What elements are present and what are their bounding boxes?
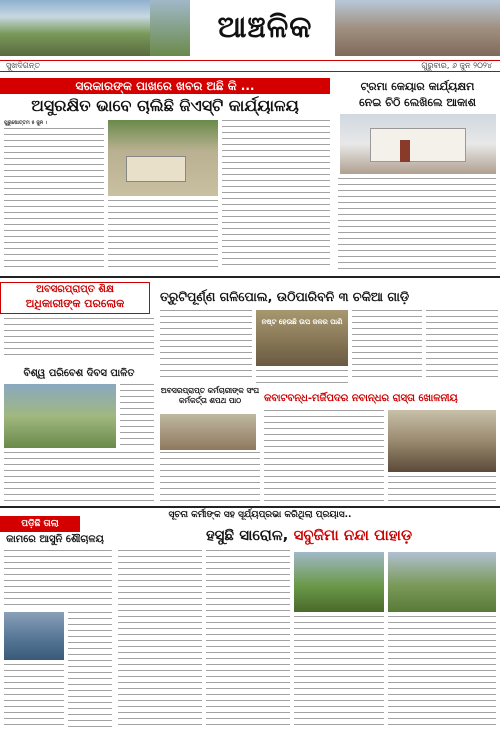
env-day-headline: ବିଶ୍ୱ ପରିବେଶ ଦିବସ ପାଳିତ [23, 368, 135, 379]
obituary-title: ଅବସରପ୍ରାପ୍ତ ଶିକ୍ଷ [36, 284, 114, 295]
text-block [4, 318, 154, 360]
section3-kicker: ସୂଚନା କର୍ମୀଙ୍କ ସହ ସୂର୍ଯ୍ୟପ୍ରଭା କରିଥିଲା ପ୍ରୟାସ.. [168, 510, 352, 520]
text-block [4, 452, 154, 502]
text-block [426, 310, 498, 380]
saral-headline-1: ହସୁଛି ସାରୋଳ, [205, 526, 289, 544]
gallipol-col4 [426, 310, 498, 380]
text-block [68, 612, 112, 728]
top-story-col2 [108, 200, 218, 270]
text-block [206, 550, 290, 728]
obituary-box [0, 282, 150, 314]
gallipol-col2 [256, 370, 348, 384]
plantation-photo [388, 552, 496, 612]
right-headline-1: ଟ୍ରମା କେୟାର କାର୍ଯ୍ୟକ୍ଷମ [360, 80, 475, 93]
masthead [0, 0, 500, 60]
right-story-text [338, 178, 496, 270]
road-text-2 [388, 476, 496, 502]
text-block [160, 452, 260, 502]
env-day-text [4, 452, 154, 502]
building-shape [370, 128, 466, 162]
issue-date: ଗୁରୁବାର, ୬ ଜୁନ ୨୦୨୪ [421, 61, 492, 70]
text-block [264, 410, 384, 502]
page-title: ଆଞ୍ଚଳିକ [217, 10, 313, 45]
door-shape [400, 140, 410, 162]
top-story-col3 [222, 120, 330, 270]
masthead-photo-right [335, 0, 500, 56]
road-photo [388, 410, 496, 472]
retire-title: ଅବସରପ୍ରାପ୍ତ କର୍ମଚାରୀଙ୍କ ସଂଘ [160, 386, 260, 395]
text-block [108, 200, 218, 270]
gallipol-headline: ତ୍ରୁଟିପୂର୍ଣ୍ଣ ଗଳିପୋଲ, ଉଠିପାରିବନି ୩ ଚକିଆ ଗାଡ଼ି [160, 289, 410, 304]
text-block [4, 128, 104, 268]
text-block [160, 310, 252, 380]
retire-photo [160, 414, 256, 450]
text-block [338, 178, 496, 270]
road-headline: କବାଟବନ୍ଧ-ମର୍ଜିପଦର ନବାନ୍ଧର ରାସ୍ତା ଖୋଳନୀୟ [264, 393, 458, 404]
top-headline: ଅସୁରକ୍ଷିତ ଭାବେ ଚାଲିଛି ଜିଏସ୍‌ଟି କାର୍ଯ୍ୟାଳୟ [31, 96, 299, 115]
retire-box [160, 386, 260, 412]
section-divider [0, 506, 500, 508]
obituary-text [4, 318, 154, 360]
right-headline-2: ନେଇ ଚିଠି ଲେଖିଲେ ଆକାଶ [359, 96, 476, 109]
toilet-text-2 [68, 612, 112, 728]
saral-headline-row [118, 524, 500, 546]
retire-text [160, 452, 260, 502]
text-block [294, 616, 384, 728]
toilet-headline: କାମରେ ଆସୁନି ଶୌଚାଳୟ [6, 534, 104, 545]
gallipol-col3 [352, 310, 422, 380]
top-story-col1 [4, 120, 104, 270]
text-block [4, 550, 112, 610]
top-kicker: ସରକାରଙ୍କ ପାଖରେ ଖବର ଅଛି କି ... [0, 78, 330, 94]
text-block [118, 550, 202, 728]
office-photo [108, 120, 218, 196]
text-block [222, 120, 330, 270]
saral-col3 [294, 616, 384, 728]
text-block [120, 384, 154, 448]
env-day-photo [4, 384, 116, 448]
masthead-photo-bird [150, 0, 190, 56]
building-shape [126, 156, 186, 182]
saral-col2 [206, 550, 290, 728]
photo-caption: ନଷ୍ଟ ହେଉଛି ଉପ ଜଳର ପାଣି [261, 318, 343, 326]
text-block [256, 370, 348, 384]
section-divider [0, 276, 500, 278]
toilet-tag: ପଡ଼ିଛି ତାଲା [0, 516, 80, 532]
saral-col4 [388, 616, 496, 728]
trauma-care-photo [340, 114, 496, 174]
saral-headline-2: ସବୁଜିମା ନନ୍ଦା ପାହାଡ଼ [293, 526, 413, 544]
text-block [352, 310, 422, 380]
paper-name: ସୁଖଦିଗନ୍ତ [6, 61, 41, 70]
text-block [4, 664, 64, 728]
masthead-photo-left [0, 0, 150, 56]
top-dateline: ପୁରୁଷୋତ୍ତମ ୫ ଜୁନ । [4, 120, 48, 126]
env-day-side-text [120, 384, 154, 448]
obituary-title-2: ଅଧିକାରୀଙ୍କ ପରଲୋକ [25, 297, 125, 310]
hill-photo [294, 552, 384, 612]
road-text [264, 410, 384, 502]
saral-col1 [118, 550, 202, 728]
toilet-text-3 [4, 664, 64, 728]
toilet-photo [4, 612, 64, 660]
gallipol-col1 [160, 310, 252, 380]
water-photo [256, 310, 348, 366]
text-block [388, 616, 496, 728]
toilet-text [4, 550, 112, 610]
text-block [388, 476, 496, 502]
retire-title-2: କର୍ମକର୍ତ୍ତା ଶପଥ ପାଠ [178, 396, 242, 405]
